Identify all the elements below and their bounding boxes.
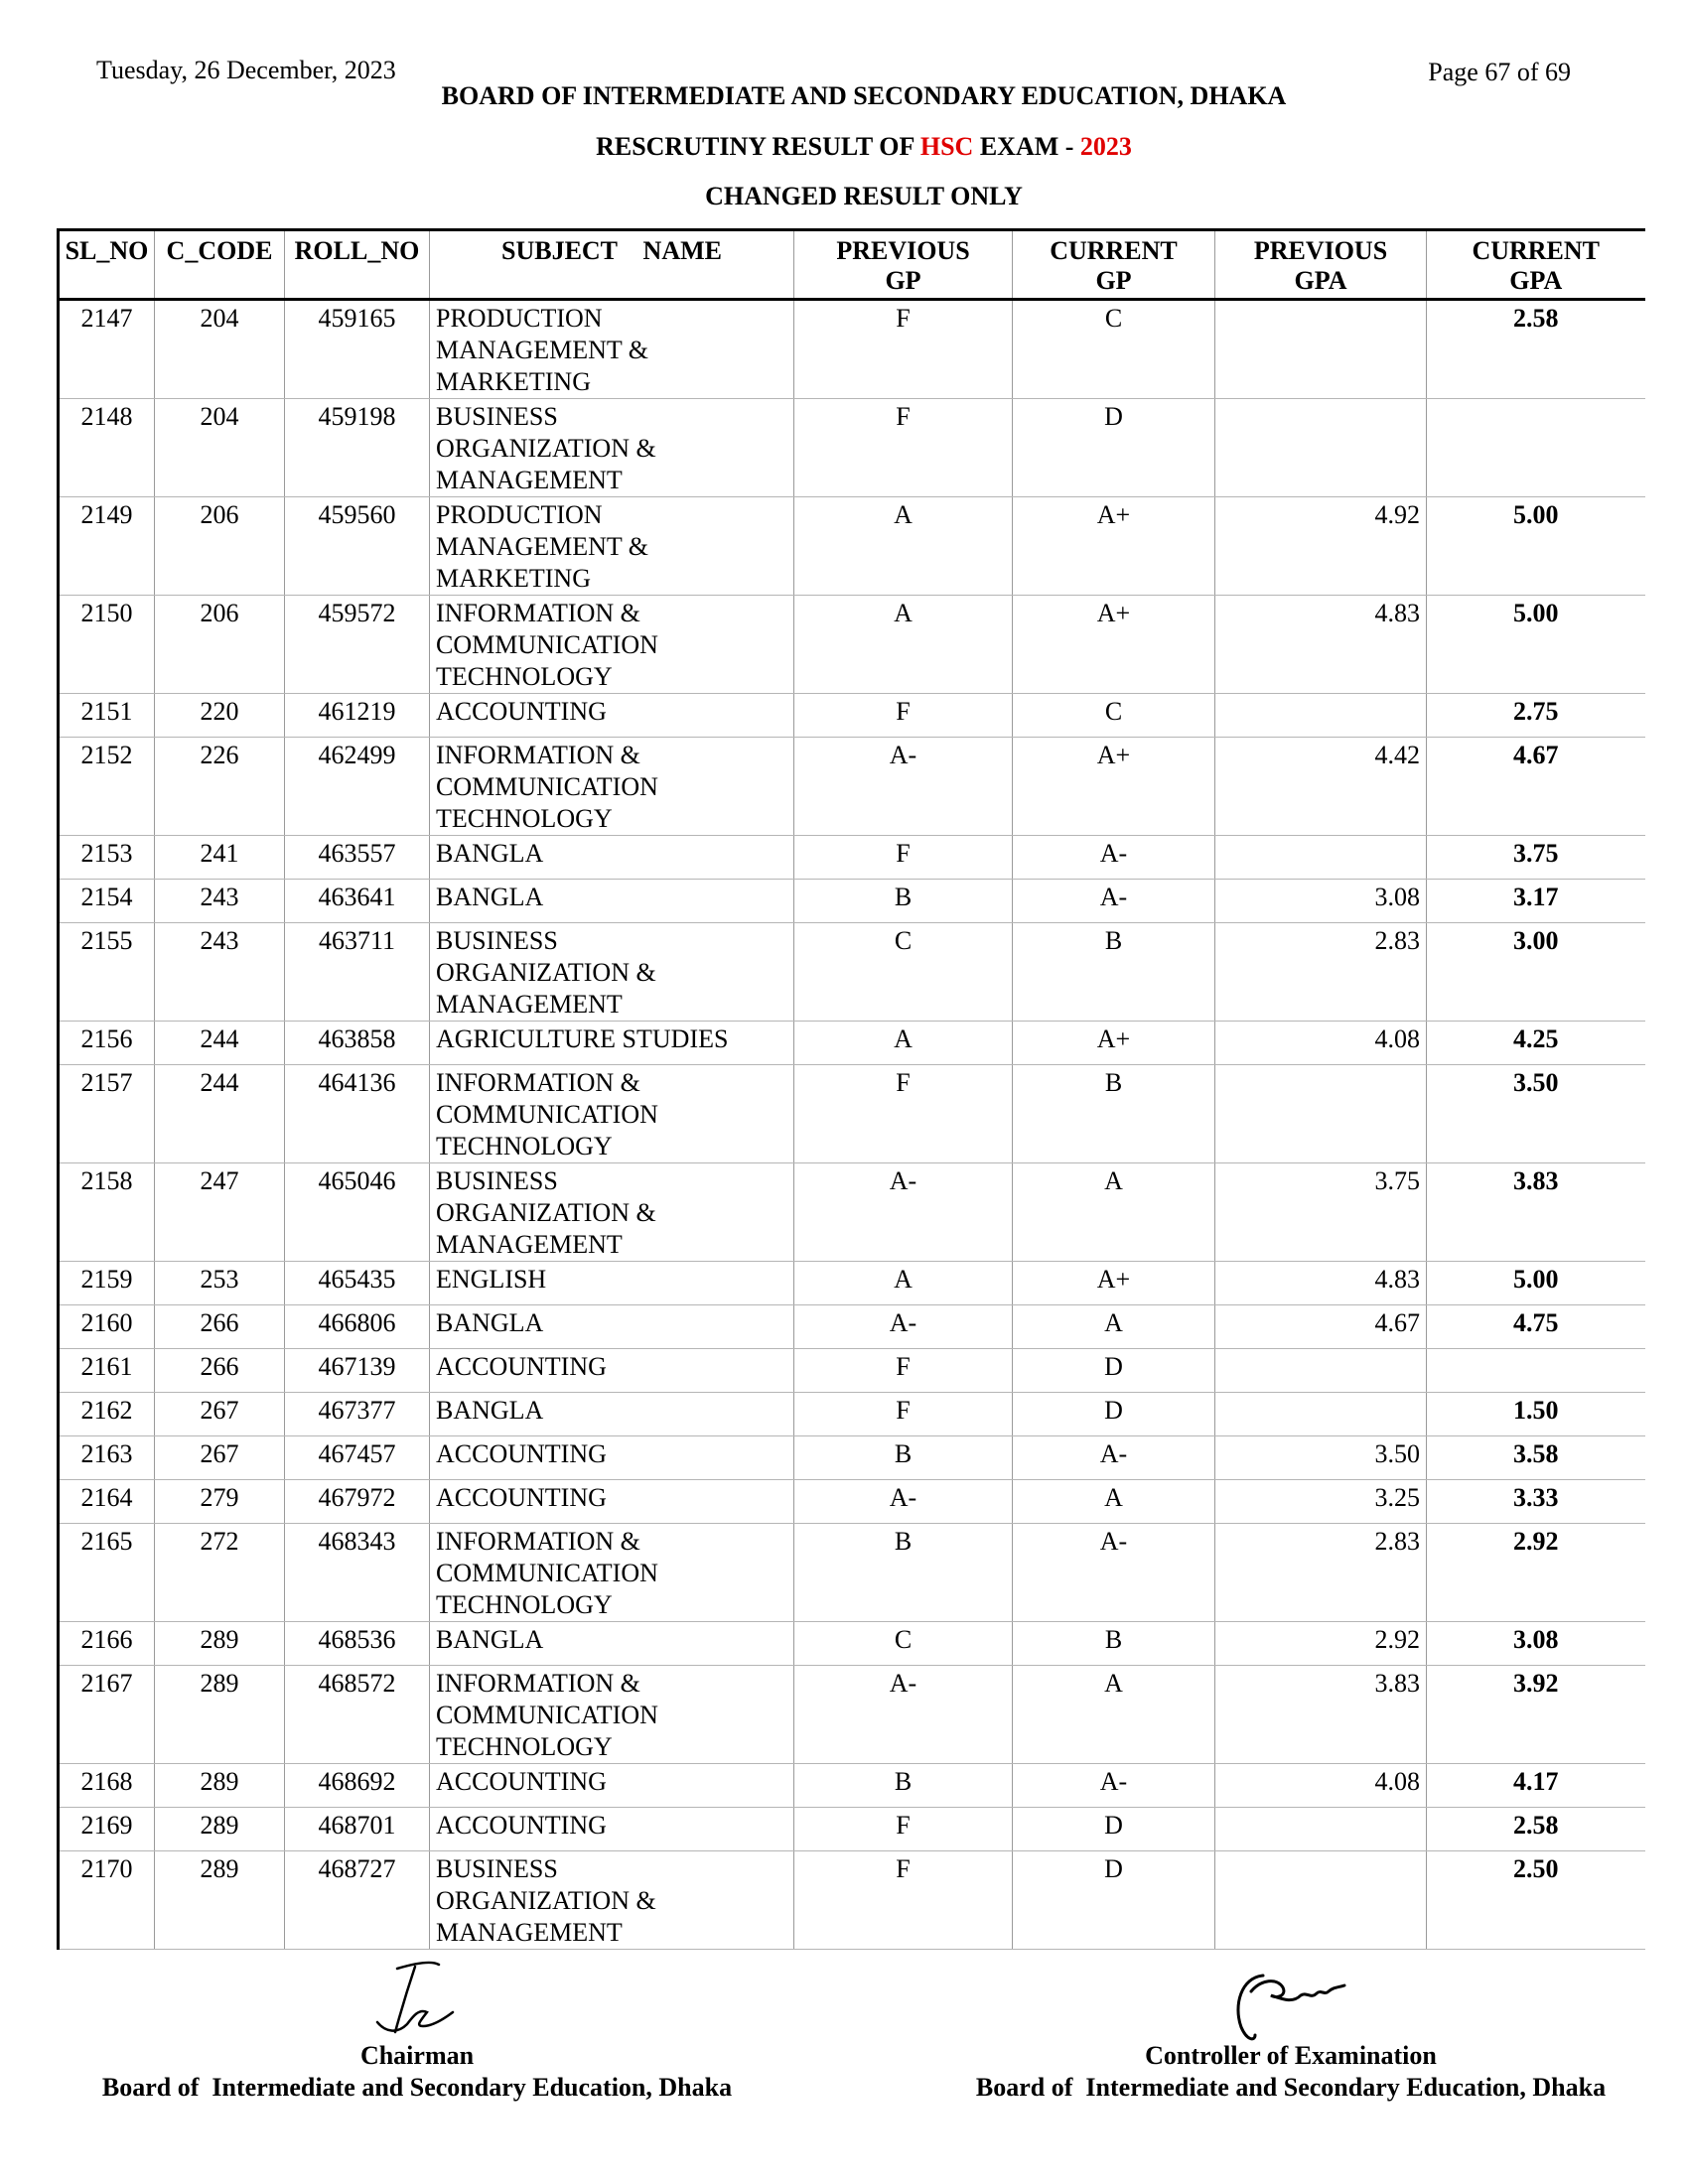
previous-gp-cell: F — [794, 1393, 1013, 1436]
previous-gp-cell: F — [794, 300, 1013, 399]
c-code-cell: 206 — [155, 596, 285, 694]
current-gp-cell: A- — [1013, 1524, 1215, 1622]
previous-gp-cell: B — [794, 1436, 1013, 1480]
current-gp-cell: D — [1013, 1808, 1215, 1851]
previous-gpa-cell: 3.08 — [1215, 880, 1427, 923]
roll-no-cell: 462499 — [285, 738, 430, 836]
subject-cell — [430, 1524, 794, 1622]
result-table — [57, 228, 1645, 1950]
col-previous-gp-line1: PREVIOUS — [836, 236, 970, 265]
c-code-cell: 220 — [155, 694, 285, 738]
sl-no-cell: 2148 — [59, 399, 155, 497]
exam-year: 2023 — [1079, 132, 1132, 161]
subject-cell — [430, 1480, 794, 1524]
previous-gp-cell: F — [794, 399, 1013, 497]
col-subject-name: SUBJECT NAME — [430, 230, 794, 300]
table-row — [59, 1163, 1645, 1262]
c-code-cell: 289 — [155, 1622, 285, 1666]
table-header-row — [59, 230, 1645, 300]
sl-no-cell: 2150 — [59, 596, 155, 694]
roll-no-cell: 468701 — [285, 1808, 430, 1851]
controller-title: Controller of Examination — [1145, 2041, 1437, 2070]
sl-no-cell: 2170 — [59, 1851, 155, 1950]
current-gp-cell: A — [1013, 1666, 1215, 1764]
c-code-cell: 289 — [155, 1666, 285, 1764]
table-row — [59, 1065, 1645, 1163]
sl-no-cell: 2151 — [59, 694, 155, 738]
table-row — [59, 836, 1645, 880]
current-gp-cell: A- — [1013, 836, 1215, 880]
roll-no-cell: 459165 — [285, 300, 430, 399]
table-body — [59, 300, 1645, 1950]
current-gp-cell: A+ — [1013, 1022, 1215, 1065]
previous-gpa-cell: 3.75 — [1215, 1163, 1427, 1262]
previous-gp-cell: A — [794, 596, 1013, 694]
subject-cell — [430, 1022, 794, 1065]
roll-no-cell: 466806 — [285, 1305, 430, 1349]
previous-gp-cell: B — [794, 1524, 1013, 1622]
subject-cell — [430, 1851, 794, 1950]
c-code-cell: 253 — [155, 1262, 285, 1305]
subject-line: ORGANIZATION & — [436, 1198, 656, 1227]
current-gp-cell: A+ — [1013, 738, 1215, 836]
sl-no-cell: 2157 — [59, 1065, 155, 1163]
previous-gp-cell: A — [794, 1022, 1013, 1065]
col-sl-no: SL_NO — [59, 230, 155, 300]
col-current-gpa-line1: CURRENT — [1472, 236, 1601, 265]
roll-no-cell: 459560 — [285, 497, 430, 596]
chairman-org: Board of Intermediate and Secondary Education, Dhaka — [101, 2073, 733, 2102]
current-gpa-cell: 4.17 — [1427, 1764, 1645, 1808]
subject-line: BANGLA — [436, 839, 544, 868]
subject-line: ORGANIZATION & — [436, 958, 656, 987]
exam-name: HSC — [919, 132, 974, 161]
subject-line: MANAGEMENT — [436, 1918, 623, 1947]
c-code-cell: 289 — [155, 1764, 285, 1808]
current-gp-cell: D — [1013, 399, 1215, 497]
roll-no-cell: 467972 — [285, 1480, 430, 1524]
table-row — [59, 880, 1645, 923]
c-code-cell: 247 — [155, 1163, 285, 1262]
table-row — [59, 1524, 1645, 1622]
previous-gp-cell: F — [794, 836, 1013, 880]
col-current-gp-line2: GP — [1095, 266, 1132, 295]
subject-cell — [430, 1393, 794, 1436]
subject-cell — [430, 497, 794, 596]
subject-cell — [430, 1349, 794, 1393]
roll-no-cell: 459198 — [285, 399, 430, 497]
table-row — [59, 738, 1645, 836]
current-gpa-cell: 2.58 — [1427, 300, 1645, 399]
previous-gp-cell: F — [794, 694, 1013, 738]
current-gp-cell: A+ — [1013, 497, 1215, 596]
roll-no-cell: 463557 — [285, 836, 430, 880]
subject-cell — [430, 694, 794, 738]
subject-line: PRODUCTION — [436, 304, 603, 333]
previous-gp-cell: A- — [794, 738, 1013, 836]
subject-line: MANAGEMENT — [436, 1230, 623, 1259]
previous-gpa-cell: 2.83 — [1215, 1524, 1427, 1622]
previous-gpa-cell — [1215, 399, 1427, 497]
c-code-cell: 243 — [155, 923, 285, 1022]
previous-gp-cell: C — [794, 923, 1013, 1022]
sl-no-cell: 2169 — [59, 1808, 155, 1851]
page-number: Page 67 of 69 — [1428, 58, 1571, 86]
previous-gpa-cell: 4.42 — [1215, 738, 1427, 836]
roll-no-cell: 463711 — [285, 923, 430, 1022]
controller-signature — [1221, 1966, 1370, 2045]
subject-line: BUSINESS — [436, 926, 558, 955]
roll-no-cell: 463641 — [285, 880, 430, 923]
subject-line: MANAGEMENT & — [436, 532, 649, 561]
subject-line: BUSINESS — [436, 402, 558, 431]
current-gpa-cell — [1427, 1349, 1645, 1393]
c-code-cell: 272 — [155, 1524, 285, 1622]
previous-gpa-cell — [1215, 694, 1427, 738]
sl-no-cell: 2166 — [59, 1622, 155, 1666]
current-gpa-cell: 5.00 — [1427, 497, 1645, 596]
subject-line: TECHNOLOGY — [436, 662, 613, 691]
current-gpa-cell: 3.58 — [1427, 1436, 1645, 1480]
print-date: Tuesday, 26 December, 2023 — [96, 56, 396, 84]
subject-cell — [430, 923, 794, 1022]
table-row — [59, 1349, 1645, 1393]
subject-cell — [430, 1808, 794, 1851]
subject-cell — [430, 1163, 794, 1262]
previous-gp-cell: F — [794, 1065, 1013, 1163]
table-row — [59, 1480, 1645, 1524]
subject-line: BANGLA — [436, 1625, 544, 1654]
controller-org: Board of Intermediate and Secondary Education, Dhaka — [975, 2073, 1607, 2102]
previous-gpa-cell — [1215, 1065, 1427, 1163]
subject-line: BANGLA — [436, 883, 544, 911]
c-code-cell: 244 — [155, 1065, 285, 1163]
current-gpa-cell: 3.00 — [1427, 923, 1645, 1022]
subject-cell — [430, 1622, 794, 1666]
subject-line: ACCOUNTING — [436, 1767, 607, 1796]
table-row — [59, 1851, 1645, 1950]
previous-gp-cell: A- — [794, 1305, 1013, 1349]
previous-gpa-cell — [1215, 1851, 1427, 1950]
current-gpa-cell: 2.58 — [1427, 1808, 1645, 1851]
subject-line: COMMUNICATION — [436, 1701, 658, 1729]
subject-cell — [430, 836, 794, 880]
subject-cell — [430, 596, 794, 694]
previous-gpa-cell — [1215, 300, 1427, 399]
col-previous-gpa-line2: GPA — [1294, 266, 1347, 295]
subject-line: TECHNOLOGY — [436, 1732, 613, 1761]
previous-gp-cell: A- — [794, 1666, 1013, 1764]
table-row — [59, 1262, 1645, 1305]
subject-line: ACCOUNTING — [436, 1439, 607, 1468]
subject-line: COMMUNICATION — [436, 772, 658, 801]
sl-no-cell: 2159 — [59, 1262, 155, 1305]
table-row — [59, 1022, 1645, 1065]
previous-gp-cell: B — [794, 880, 1013, 923]
col-previous-gpa — [1215, 230, 1427, 300]
current-gpa-cell: 4.75 — [1427, 1305, 1645, 1349]
roll-no-cell: 461219 — [285, 694, 430, 738]
subject-line: ACCOUNTING — [436, 1483, 607, 1512]
table-row — [59, 1393, 1645, 1436]
subject-cell — [430, 300, 794, 399]
board-title: BOARD OF INTERMEDIATE AND SECONDARY EDUCATION, DHAKA — [441, 81, 1287, 110]
sl-no-cell: 2147 — [59, 300, 155, 399]
subject-line: TECHNOLOGY — [436, 1132, 613, 1160]
subject-line: MARKETING — [436, 564, 591, 593]
roll-no-cell: 465046 — [285, 1163, 430, 1262]
subject-line: INFORMATION & — [436, 741, 640, 769]
table-row — [59, 1808, 1645, 1851]
subject-line: BANGLA — [436, 1396, 544, 1425]
c-code-cell: 289 — [155, 1851, 285, 1950]
current-gpa-cell: 3.17 — [1427, 880, 1645, 923]
previous-gpa-cell: 2.92 — [1215, 1622, 1427, 1666]
col-current-gpa-line2: GPA — [1509, 266, 1563, 295]
current-gp-cell: A+ — [1013, 1262, 1215, 1305]
sl-no-cell: 2162 — [59, 1393, 155, 1436]
chairman-signature — [357, 1961, 467, 2040]
subject-cell — [430, 1764, 794, 1808]
previous-gpa-cell: 4.08 — [1215, 1764, 1427, 1808]
sl-no-cell: 2163 — [59, 1436, 155, 1480]
subject-cell — [430, 1262, 794, 1305]
previous-gpa-cell: 4.83 — [1215, 596, 1427, 694]
table-row — [59, 1622, 1645, 1666]
sl-no-cell: 2161 — [59, 1349, 155, 1393]
c-code-cell: 241 — [155, 836, 285, 880]
current-gp-cell: B — [1013, 923, 1215, 1022]
result-title-prefix: RESCRUTINY RESULT OF — [596, 132, 920, 161]
col-previous-gp — [794, 230, 1013, 300]
current-gp-cell: A+ — [1013, 596, 1215, 694]
chairman-title: Chairman — [359, 2041, 475, 2070]
subject-cell — [430, 880, 794, 923]
current-gp-cell: A- — [1013, 1764, 1215, 1808]
roll-no-cell: 468536 — [285, 1622, 430, 1666]
roll-no-cell: 468727 — [285, 1851, 430, 1950]
subject-line: ACCOUNTING — [436, 1811, 607, 1840]
result-title — [0, 132, 1688, 162]
current-gp-cell: C — [1013, 694, 1215, 738]
previous-gpa-cell: 4.08 — [1215, 1022, 1427, 1065]
controller-block — [933, 2041, 1648, 2103]
previous-gp-cell: A- — [794, 1480, 1013, 1524]
subject-line: MARKETING — [436, 367, 591, 396]
previous-gp-cell: F — [794, 1808, 1013, 1851]
current-gp-cell: C — [1013, 300, 1215, 399]
c-code-cell: 279 — [155, 1480, 285, 1524]
subject-cell — [430, 1666, 794, 1764]
table-row — [59, 923, 1645, 1022]
table-row — [59, 399, 1645, 497]
subject-line: ACCOUNTING — [436, 1352, 607, 1381]
subject-cell — [430, 738, 794, 836]
subject-line: ENGLISH — [436, 1265, 547, 1294]
subject-line: AGRICULTURE STUDIES — [436, 1024, 729, 1053]
subject-line: MANAGEMENT — [436, 990, 623, 1019]
roll-no-cell: 467457 — [285, 1436, 430, 1480]
roll-no-cell: 459572 — [285, 596, 430, 694]
subject-line: MANAGEMENT & — [436, 336, 649, 364]
current-gpa-cell: 3.75 — [1427, 836, 1645, 880]
previous-gpa-cell: 2.83 — [1215, 923, 1427, 1022]
previous-gpa-cell: 3.83 — [1215, 1666, 1427, 1764]
chairman-block — [60, 2041, 774, 2103]
sl-no-cell: 2153 — [59, 836, 155, 880]
c-code-cell: 267 — [155, 1436, 285, 1480]
current-gpa-cell: 4.67 — [1427, 738, 1645, 836]
current-gpa-cell: 3.08 — [1427, 1622, 1645, 1666]
sl-no-cell: 2167 — [59, 1666, 155, 1764]
c-code-cell: 266 — [155, 1305, 285, 1349]
c-code-cell: 266 — [155, 1349, 285, 1393]
previous-gpa-cell: 4.83 — [1215, 1262, 1427, 1305]
current-gpa-cell: 2.50 — [1427, 1851, 1645, 1950]
current-gp-cell: D — [1013, 1851, 1215, 1950]
current-gpa-cell: 3.33 — [1427, 1480, 1645, 1524]
table-row — [59, 1666, 1645, 1764]
subject-cell — [430, 1065, 794, 1163]
sl-no-cell: 2154 — [59, 880, 155, 923]
table-row — [59, 596, 1645, 694]
subject-cell — [430, 1436, 794, 1480]
subject-line: INFORMATION & — [436, 599, 640, 627]
table-row — [59, 497, 1645, 596]
subject-line: INFORMATION & — [436, 1527, 640, 1556]
col-c-code: C_CODE — [155, 230, 285, 300]
previous-gp-cell: C — [794, 1622, 1013, 1666]
current-gpa-cell: 1.50 — [1427, 1393, 1645, 1436]
previous-gpa-cell: 4.67 — [1215, 1305, 1427, 1349]
roll-no-cell: 463858 — [285, 1022, 430, 1065]
previous-gpa-cell: 3.50 — [1215, 1436, 1427, 1480]
c-code-cell: 204 — [155, 399, 285, 497]
sl-no-cell: 2156 — [59, 1022, 155, 1065]
subject-line: MANAGEMENT — [436, 466, 623, 494]
subject-line: BUSINESS — [436, 1854, 558, 1883]
subject-line: COMMUNICATION — [436, 1559, 658, 1587]
sl-no-cell: 2155 — [59, 923, 155, 1022]
subject-line: BANGLA — [436, 1308, 544, 1337]
subject-line: ORGANIZATION & — [436, 1886, 656, 1915]
subject-line: BUSINESS — [436, 1166, 558, 1195]
table-row — [59, 1436, 1645, 1480]
current-gp-cell: B — [1013, 1065, 1215, 1163]
subject-line: ORGANIZATION & — [436, 434, 656, 463]
subject-cell — [430, 1305, 794, 1349]
roll-no-cell: 467139 — [285, 1349, 430, 1393]
c-code-cell: 267 — [155, 1393, 285, 1436]
result-subtitle: CHANGED RESULT ONLY — [705, 182, 1023, 210]
sl-no-cell: 2164 — [59, 1480, 155, 1524]
col-current-gp-line1: CURRENT — [1050, 236, 1178, 265]
sl-no-cell: 2152 — [59, 738, 155, 836]
current-gp-cell: A — [1013, 1305, 1215, 1349]
previous-gpa-cell — [1215, 1349, 1427, 1393]
col-previous-gp-line2: GP — [885, 266, 921, 295]
current-gp-cell: A- — [1013, 880, 1215, 923]
roll-no-cell: 468343 — [285, 1524, 430, 1622]
current-gp-cell: A — [1013, 1163, 1215, 1262]
table-row — [59, 300, 1645, 399]
col-roll-no: ROLL_NO — [285, 230, 430, 300]
roll-no-cell: 468692 — [285, 1764, 430, 1808]
subject-line: ACCOUNTING — [436, 697, 607, 726]
c-code-cell: 226 — [155, 738, 285, 836]
previous-gp-cell: A — [794, 497, 1013, 596]
subject-line: PRODUCTION — [436, 500, 603, 529]
previous-gp-cell: F — [794, 1851, 1013, 1950]
previous-gpa-cell — [1215, 1393, 1427, 1436]
current-gpa-cell: 3.50 — [1427, 1065, 1645, 1163]
roll-no-cell: 465435 — [285, 1262, 430, 1305]
current-gp-cell: D — [1013, 1349, 1215, 1393]
subject-cell — [430, 399, 794, 497]
current-gp-cell: B — [1013, 1622, 1215, 1666]
previous-gpa-cell: 3.25 — [1215, 1480, 1427, 1524]
previous-gp-cell: F — [794, 1349, 1013, 1393]
sl-no-cell: 2165 — [59, 1524, 155, 1622]
sl-no-cell: 2158 — [59, 1163, 155, 1262]
previous-gpa-cell — [1215, 1808, 1427, 1851]
subject-line: COMMUNICATION — [436, 1100, 658, 1129]
current-gpa-cell: 4.25 — [1427, 1022, 1645, 1065]
roll-no-cell: 468572 — [285, 1666, 430, 1764]
table-row — [59, 1764, 1645, 1808]
current-gpa-cell — [1427, 399, 1645, 497]
previous-gp-cell: B — [794, 1764, 1013, 1808]
current-gpa-cell: 3.92 — [1427, 1666, 1645, 1764]
c-code-cell: 289 — [155, 1808, 285, 1851]
subject-line: INFORMATION & — [436, 1669, 640, 1698]
current-gpa-cell: 5.00 — [1427, 596, 1645, 694]
previous-gp-cell: A — [794, 1262, 1013, 1305]
c-code-cell: 243 — [155, 880, 285, 923]
current-gpa-cell: 2.75 — [1427, 694, 1645, 738]
roll-no-cell: 467377 — [285, 1393, 430, 1436]
previous-gpa-cell — [1215, 836, 1427, 880]
current-gpa-cell: 2.92 — [1427, 1524, 1645, 1622]
current-gpa-cell: 5.00 — [1427, 1262, 1645, 1305]
c-code-cell: 206 — [155, 497, 285, 596]
c-code-cell: 244 — [155, 1022, 285, 1065]
current-gpa-cell: 3.83 — [1427, 1163, 1645, 1262]
current-gp-cell: A — [1013, 1480, 1215, 1524]
col-previous-gpa-line1: PREVIOUS — [1253, 236, 1388, 265]
current-gp-cell: A- — [1013, 1436, 1215, 1480]
subject-line: INFORMATION & — [436, 1068, 640, 1097]
table-row — [59, 694, 1645, 738]
sl-no-cell: 2149 — [59, 497, 155, 596]
previous-gpa-cell: 4.92 — [1215, 497, 1427, 596]
col-current-gp — [1013, 230, 1215, 300]
roll-no-cell: 464136 — [285, 1065, 430, 1163]
subject-line: COMMUNICATION — [436, 630, 658, 659]
c-code-cell: 204 — [155, 300, 285, 399]
sl-no-cell: 2168 — [59, 1764, 155, 1808]
previous-gp-cell: A- — [794, 1163, 1013, 1262]
sl-no-cell: 2160 — [59, 1305, 155, 1349]
current-gp-cell: D — [1013, 1393, 1215, 1436]
subject-line: TECHNOLOGY — [436, 1590, 613, 1619]
subject-line: TECHNOLOGY — [436, 804, 613, 833]
table-row — [59, 1305, 1645, 1349]
col-current-gpa — [1427, 230, 1645, 300]
result-title-mid: EXAM - — [973, 132, 1080, 161]
